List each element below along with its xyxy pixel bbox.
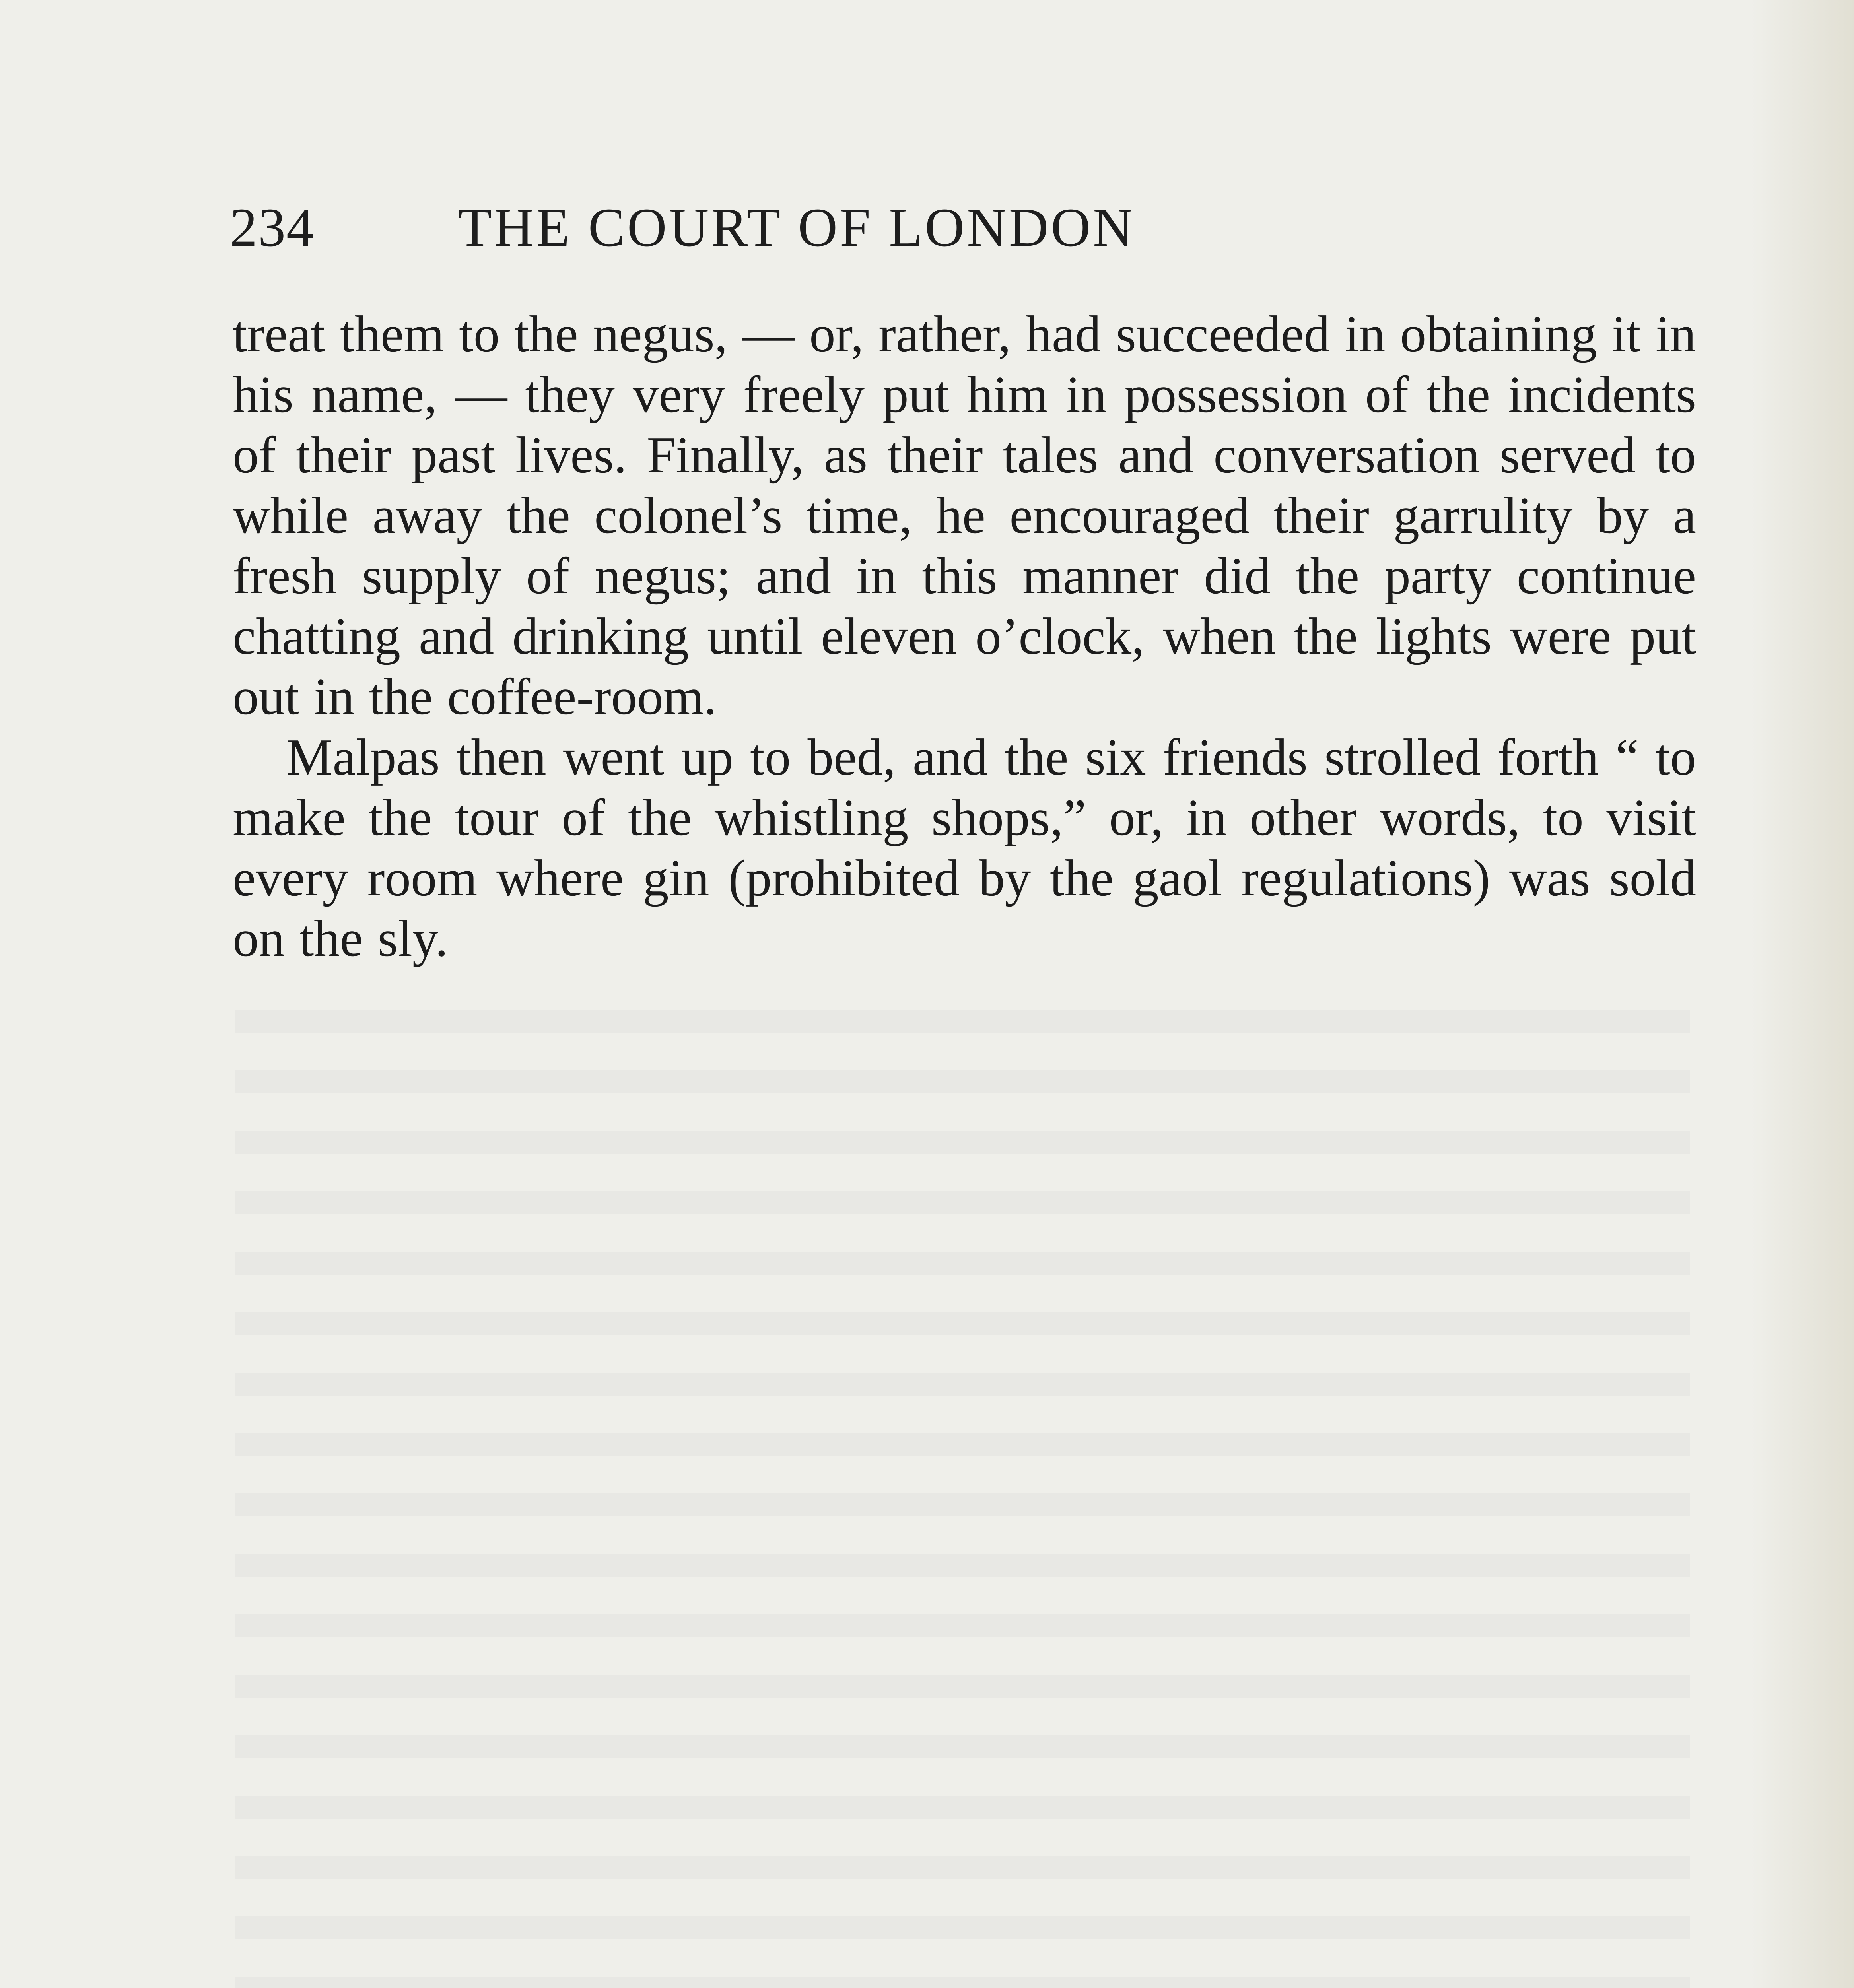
paragraph-2: Malpas then went up to bed, and the six friends strolled forth “ to make the tour of the whistling shops,” or, in other words, to visit every room where gin (prohibited by the gaol regulations) was sold on the sly.: [233, 728, 1696, 967]
paragraph-1: treat them to the negus, — or, rather, had succeeded in obtaining it in his name, — they very freely put him in possession of the incidents of their past lives. Finally, as their tales and conversation served to while away the colonel’s time, he encouraged their garrulity by a fresh supply of negus; and in this manner did the party continue chatting and drinking until eleven o’clock, when the lights were put out in the coffee-room.: [233, 305, 1696, 726]
page-number: 234: [230, 197, 315, 258]
page-header: [230, 196, 1363, 275]
body-text: [233, 304, 1696, 969]
page-edge-shadow: [1751, 0, 1854, 1988]
reverse-side-show-through: [235, 1010, 1690, 1988]
running-head: THE COURT OF LONDON: [458, 197, 1135, 258]
